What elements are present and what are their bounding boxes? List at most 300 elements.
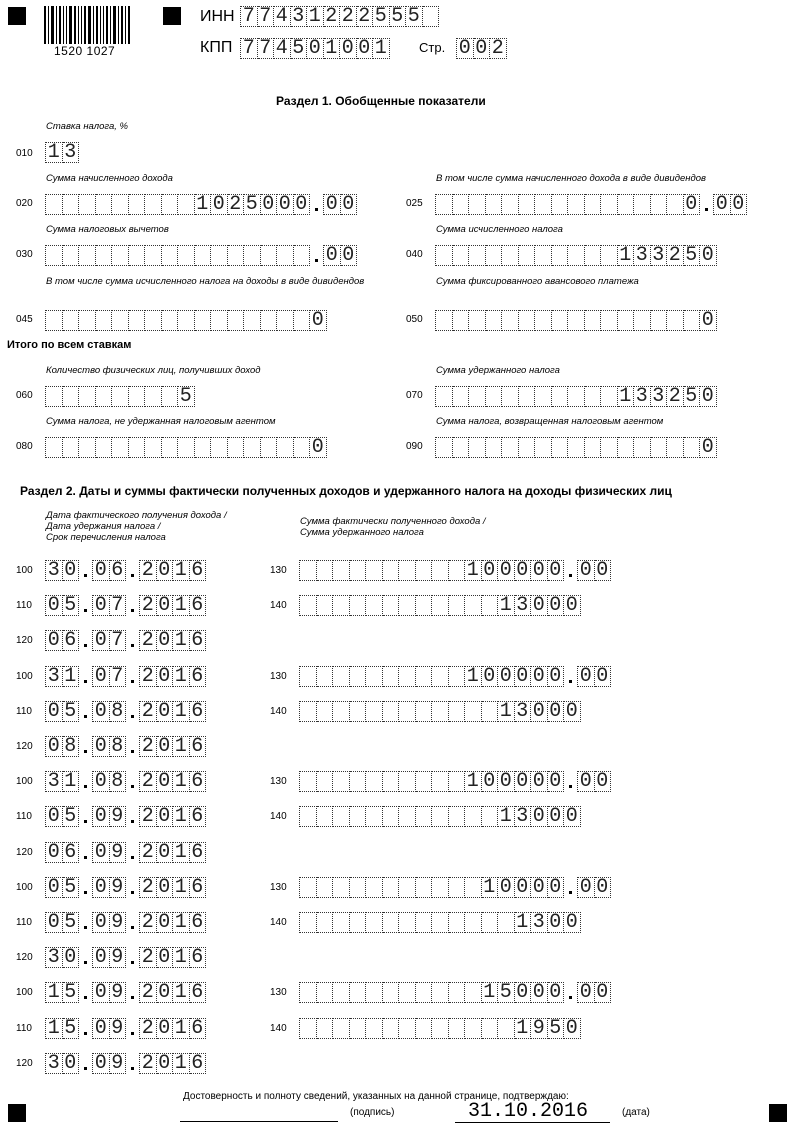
digit-cell (651, 310, 668, 331)
digit-cell (486, 386, 503, 407)
digit-cell: 2 (228, 194, 245, 215)
dot-separator (79, 595, 92, 614)
digit-cell: 0 (564, 806, 581, 827)
section1-title: Раздел 1. Обобщенные показатели (276, 94, 486, 108)
digit-cell: 0 (548, 771, 565, 792)
digit-cell (317, 912, 334, 933)
digit-cell (350, 771, 367, 792)
digit-cell: 9 (110, 912, 127, 933)
digit-cell: 0 (92, 771, 110, 792)
code-045: 045 (16, 314, 33, 325)
withheld-amount-field (299, 595, 581, 616)
dot-separator (79, 560, 92, 579)
digit-cell (399, 560, 416, 581)
digit-cell: 0 (92, 806, 110, 827)
digit-cell (667, 310, 684, 331)
digit-cell (162, 437, 179, 458)
digit-cell (211, 245, 228, 266)
digit-cell: 0 (498, 877, 515, 898)
digit-cell (535, 194, 552, 215)
digit-cell: 0 (595, 666, 612, 687)
digit-cell: 0 (700, 310, 717, 331)
dot-separator (126, 912, 139, 931)
digit-cell (482, 1018, 499, 1039)
digit-cell (519, 194, 536, 215)
digit-cell (277, 437, 294, 458)
digit-cell: 5 (498, 982, 515, 1003)
code-050: 050 (406, 314, 423, 325)
digit-cell: 0 (548, 912, 565, 933)
digit-cell (684, 310, 701, 331)
digit-cell (294, 310, 311, 331)
digit-cell (299, 701, 317, 722)
digit-cell: 9 (110, 877, 127, 898)
digit-cell: 3 (651, 386, 668, 407)
digit-cell: 2 (667, 386, 684, 407)
digit-cell (366, 701, 383, 722)
barcode-number: 1520 1027 (54, 44, 116, 58)
digit-cell: 0 (456, 38, 474, 59)
inn-label: ИНН (200, 8, 235, 25)
signature-label: (подпись) (350, 1107, 395, 1118)
digit-cell: 0 (63, 947, 80, 968)
code-010: 010 (16, 148, 33, 159)
line-code: 140 (270, 917, 287, 928)
digit-cell (519, 245, 536, 266)
income-amount-field (299, 771, 611, 792)
digit-cell (244, 245, 261, 266)
digit-cell: 0 (45, 701, 63, 722)
digit-cell (469, 310, 486, 331)
digit-cell (350, 877, 367, 898)
digit-cell (432, 560, 449, 581)
digit-cell (366, 912, 383, 933)
digit-cell: 1 (498, 806, 515, 827)
digit-cell: 0 (548, 595, 565, 616)
digit-cell: 0 (45, 842, 63, 863)
digit-cell (63, 386, 80, 407)
code-020: 020 (16, 198, 33, 209)
digit-cell (435, 245, 453, 266)
digit-cell (432, 595, 449, 616)
digit-cell (383, 771, 400, 792)
digit-cell (79, 310, 96, 331)
digit-cell (366, 666, 383, 687)
digit-cell: 6 (190, 947, 207, 968)
digit-cell (350, 560, 367, 581)
dot-separator (79, 982, 92, 1001)
digit-cell: 1 (515, 1018, 532, 1039)
digit-cell (449, 666, 466, 687)
digit-cell (432, 701, 449, 722)
dot-separator (79, 701, 92, 720)
digit-cell (435, 386, 453, 407)
digit-cell (129, 194, 146, 215)
income-amount-field (299, 982, 611, 1003)
digit-cell (261, 310, 278, 331)
digit-cell: 0 (515, 560, 532, 581)
line-code: 110 (16, 917, 32, 928)
digit-cell: 1 (173, 560, 190, 581)
income-amount-field (299, 560, 611, 581)
digit-cell (585, 245, 602, 266)
digit-cell (618, 437, 635, 458)
digit-cell: 6 (190, 560, 207, 581)
digit-cell (96, 437, 113, 458)
digit-cell: 0 (595, 982, 612, 1003)
digit-cell (416, 912, 433, 933)
digit-cell: 0 (157, 1053, 174, 1074)
digit-cell: 3 (515, 806, 532, 827)
digit-cell (469, 386, 486, 407)
digit-cell: 0 (157, 560, 174, 581)
digit-cell (294, 437, 311, 458)
digit-cell: 0 (595, 560, 612, 581)
f020-label: Сумма начисленного дохода (46, 173, 173, 184)
digit-cell: 0 (482, 666, 499, 687)
digit-cell (449, 1018, 466, 1039)
digit-cell: 5 (684, 245, 701, 266)
digit-cell (79, 245, 96, 266)
digit-cell (45, 386, 63, 407)
digit-cell: 0 (45, 736, 63, 757)
digit-cell: 2 (667, 245, 684, 266)
digit-cell: 3 (531, 912, 548, 933)
digit-cell (45, 194, 63, 215)
digit-cell (112, 386, 129, 407)
digit-cell: 1 (498, 701, 515, 722)
calculated-tax-field (435, 245, 717, 266)
digit-cell (449, 912, 466, 933)
digit-cell: 0 (157, 771, 174, 792)
withheld-amount-field (299, 806, 581, 827)
digit-cell (651, 194, 668, 215)
digit-cell (162, 310, 179, 331)
digit-cell (435, 194, 453, 215)
digit-cell: 1 (618, 386, 635, 407)
digit-cell: 1 (173, 842, 190, 863)
digit-cell: 1 (63, 666, 80, 687)
kpp-label: КПП (200, 39, 233, 56)
dot-separator (126, 982, 139, 1001)
digit-cell: 5 (684, 386, 701, 407)
digit-cell (228, 245, 245, 266)
income-date-field (45, 771, 206, 792)
digit-cell (45, 245, 63, 266)
digit-cell: 0 (531, 806, 548, 827)
dot-separator (79, 771, 92, 790)
digit-cell: 0 (92, 595, 110, 616)
digit-cell (432, 806, 449, 827)
digit-cell: 7 (240, 6, 258, 27)
digit-cell (277, 310, 294, 331)
totals-title: Итого по всем ставкам (7, 339, 132, 351)
digit-cell: 6 (190, 1053, 207, 1074)
digit-cell: 0 (531, 877, 548, 898)
f080-label: Сумма налога, не удержанная налоговым агентом (46, 416, 276, 427)
digit-cell (482, 806, 499, 827)
persons-count-field (45, 386, 195, 407)
digit-cell: 1 (173, 630, 190, 651)
digit-cell: 8 (63, 736, 80, 757)
digit-cell: 2 (139, 912, 157, 933)
digit-cell: 0 (577, 771, 595, 792)
digit-cell (416, 560, 433, 581)
digit-cell: 0 (595, 771, 612, 792)
digit-cell (317, 771, 334, 792)
digit-cell (350, 666, 367, 687)
digit-cell (317, 1018, 334, 1039)
line-code: 120 (16, 1057, 33, 1069)
right-column-label-2: Сумма удержанного налога (300, 527, 424, 538)
line-code: 140 (270, 705, 287, 717)
digit-cell (366, 560, 383, 581)
digit-cell (634, 310, 651, 331)
digit-cell (96, 310, 113, 331)
digit-cell: 0 (157, 701, 174, 722)
line-code: 130 (270, 565, 287, 576)
digit-cell (333, 666, 350, 687)
digit-cell (399, 877, 416, 898)
digit-cell: 0 (577, 666, 595, 687)
digit-cell (350, 806, 367, 827)
digit-cell (299, 666, 317, 687)
digit-cell (333, 560, 350, 581)
returned-tax-field (435, 437, 717, 458)
line-code: 100 (16, 776, 33, 788)
digit-cell (453, 245, 470, 266)
digit-cell: 5 (63, 595, 80, 616)
digit-cell (449, 595, 466, 616)
digit-cell (162, 194, 179, 215)
kpp-field (240, 38, 390, 59)
digit-cell (383, 1018, 400, 1039)
digit-cell (519, 310, 536, 331)
digit-cell: 0 (92, 912, 110, 933)
digit-cell: 2 (139, 1018, 157, 1039)
digit-cell (63, 310, 80, 331)
digit-cell (618, 194, 635, 215)
date-value: 31.10.2016 (468, 1100, 589, 1123)
dot-separator (126, 771, 139, 790)
dot-separator (126, 560, 139, 579)
digit-cell (112, 437, 129, 458)
left-column-label-1: Дата фактического получения дохода / (46, 510, 227, 521)
digit-cell: 0 (157, 842, 174, 863)
digit-cell (601, 386, 618, 407)
digit-cell: 6 (190, 701, 207, 722)
f070-label: Сумма удержанного налога (436, 365, 560, 376)
digit-cell (383, 912, 400, 933)
digit-cell: 8 (110, 736, 127, 757)
digit-cell: 2 (139, 771, 157, 792)
digit-cell: 9 (110, 842, 127, 863)
digit-cell: 2 (139, 666, 157, 687)
digit-cell (129, 310, 146, 331)
digit-cell (469, 194, 486, 215)
digit-cell (618, 310, 635, 331)
confirm-text: Достоверность и полноту сведений, указанных на данной странице, подтверждаю: (183, 1091, 569, 1102)
digit-cell: 4 (274, 6, 291, 27)
digit-cell (486, 310, 503, 331)
digit-cell: 0 (577, 982, 595, 1003)
dot-separator (79, 630, 92, 649)
digit-cell (317, 701, 334, 722)
digit-cell: 0 (515, 877, 532, 898)
digit-cell (112, 194, 129, 215)
digit-cell (465, 912, 482, 933)
digit-cell: 2 (340, 6, 357, 27)
digit-cell (449, 806, 466, 827)
digit-cell (601, 437, 618, 458)
digit-cell (299, 595, 317, 616)
line-code: 130 (270, 881, 287, 893)
digit-cell: 0 (157, 666, 174, 687)
corner-mark (8, 1104, 26, 1122)
digit-cell (145, 194, 162, 215)
dot-separator (126, 842, 139, 861)
digit-cell: 0 (63, 560, 80, 581)
f030-label: Сумма налоговых вычетов (46, 224, 169, 235)
dot-separator (564, 982, 577, 1001)
digit-cell (333, 771, 350, 792)
digit-cell: 1 (482, 982, 499, 1003)
corner-mark (8, 7, 26, 25)
right-column-label-1: Сумма фактически полученного дохода / (300, 516, 486, 527)
digit-cell (317, 877, 334, 898)
digit-cell: 1 (173, 877, 190, 898)
digit-cell (651, 437, 668, 458)
dot-separator (126, 595, 139, 614)
digit-cell: 0 (157, 1018, 174, 1039)
digit-cell (601, 194, 618, 215)
rate-field (45, 142, 79, 163)
digit-cell (585, 437, 602, 458)
digit-cell (399, 666, 416, 687)
digit-cell: 1 (618, 245, 635, 266)
digit-cell: 0 (157, 595, 174, 616)
digit-cell: 1 (373, 38, 390, 59)
digit-cell (383, 701, 400, 722)
digit-cell: 7 (258, 38, 275, 59)
digit-cell: 0 (277, 194, 294, 215)
digit-cell (416, 982, 433, 1003)
digit-cell (601, 310, 618, 331)
digit-cell: 6 (190, 771, 207, 792)
dividend-tax-field (45, 310, 327, 331)
digit-cell (502, 194, 519, 215)
digit-cell (435, 437, 453, 458)
digit-cell (399, 806, 416, 827)
digit-cell (465, 806, 482, 827)
code-090: 090 (406, 441, 423, 452)
digit-cell: 6 (63, 842, 80, 863)
digit-cell (585, 386, 602, 407)
dot-separator (79, 877, 92, 896)
digit-cell (482, 912, 499, 933)
dot-separator (310, 194, 323, 213)
digit-cell (535, 245, 552, 266)
digit-cell (96, 386, 113, 407)
digit-cell (449, 982, 466, 1003)
digit-cell: 0 (564, 1018, 581, 1039)
date-line (455, 1122, 610, 1123)
dot-separator (700, 194, 713, 213)
digit-cell: 0 (92, 736, 110, 757)
digit-cell (317, 806, 334, 827)
digit-cell: 8 (110, 771, 127, 792)
digit-cell: 9 (110, 1053, 127, 1074)
digit-cell: 1 (307, 6, 324, 27)
digit-cell: 0 (498, 771, 515, 792)
digit-cell: 1 (173, 912, 190, 933)
digit-cell (684, 437, 701, 458)
digit-cell: 0 (92, 560, 110, 581)
line-code: 120 (16, 741, 33, 752)
digit-cell: 3 (515, 595, 532, 616)
digit-cell: 1 (173, 806, 190, 827)
digit-cell (299, 912, 317, 933)
digit-cell: 0 (92, 666, 110, 687)
income-amount-field (299, 666, 611, 687)
corner-mark (163, 7, 181, 25)
line-code: 110 (16, 705, 32, 717)
code-030: 030 (16, 249, 33, 260)
digit-cell: 6 (190, 912, 207, 933)
digit-cell (416, 877, 433, 898)
digit-cell (465, 877, 482, 898)
digit-cell (383, 666, 400, 687)
digit-cell (432, 666, 449, 687)
digit-cell (333, 701, 350, 722)
digit-cell: 0 (157, 877, 174, 898)
digit-cell (178, 437, 195, 458)
digit-cell: 0 (548, 982, 565, 1003)
digit-cell: 9 (531, 1018, 548, 1039)
digit-cell: 0 (92, 947, 110, 968)
dot-separator (79, 912, 92, 931)
digit-cell (299, 806, 317, 827)
digit-cell (399, 982, 416, 1003)
dot-separator (126, 666, 139, 685)
digit-cell: 5 (63, 912, 80, 933)
digit-cell: 3 (634, 245, 651, 266)
digit-cell: 0 (45, 912, 63, 933)
digit-cell: 2 (324, 6, 341, 27)
digit-cell: 0 (482, 771, 499, 792)
digit-cell (465, 982, 482, 1003)
digit-cell: 3 (45, 560, 63, 581)
page-number-field (456, 38, 507, 59)
digit-cell (317, 982, 334, 1003)
digit-cell: 0 (157, 912, 174, 933)
corner-mark (769, 1104, 787, 1122)
dot-separator (126, 947, 139, 966)
digit-cell: 6 (190, 842, 207, 863)
digit-cell: 5 (390, 6, 407, 27)
digit-cell (502, 386, 519, 407)
digit-cell (667, 437, 684, 458)
digit-cell: 5 (63, 806, 80, 827)
withheld-amount-field (299, 912, 581, 933)
digit-cell: 0 (531, 771, 548, 792)
digit-cell (416, 595, 433, 616)
digit-cell (585, 310, 602, 331)
digit-cell: 2 (139, 1053, 157, 1074)
digit-cell (145, 437, 162, 458)
digit-cell: 3 (45, 666, 63, 687)
digit-cell: 6 (63, 630, 80, 651)
